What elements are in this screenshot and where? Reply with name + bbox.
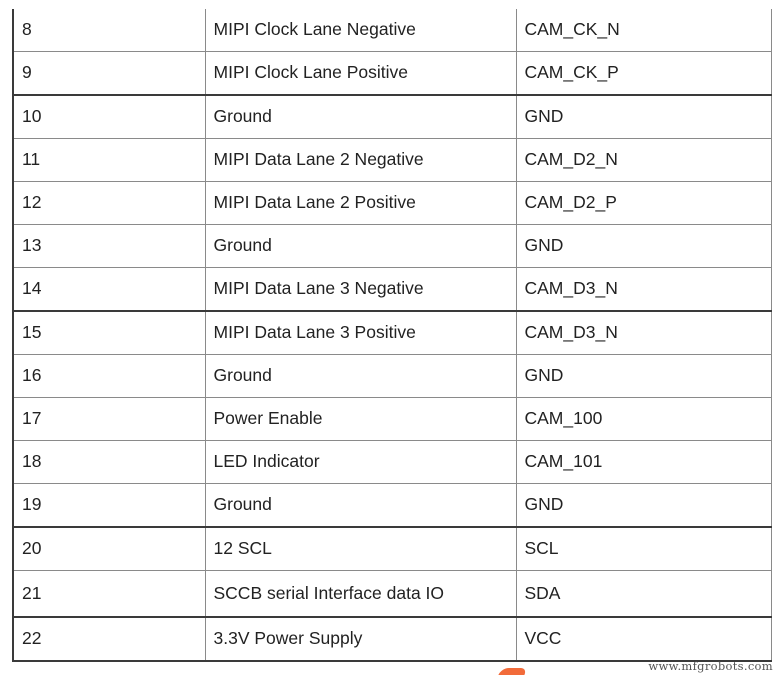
signal-cell: CAM_100 xyxy=(516,398,771,441)
description-cell: Ground xyxy=(205,355,516,398)
watermark-text: www.mfgrobots.com xyxy=(648,659,773,673)
description-cell: MIPI Data Lane 2 Negative xyxy=(205,139,516,182)
signal-cell: CAM_D3_N xyxy=(516,268,771,312)
table-row xyxy=(13,9,771,52)
pin-number-cell: 18 xyxy=(13,441,205,484)
description-cell: MIPI Clock Lane Negative xyxy=(205,9,516,52)
description-cell: Power Enable xyxy=(205,398,516,441)
table-row xyxy=(13,268,771,312)
orange-logo-fragment xyxy=(498,668,527,675)
signal-cell: VCC xyxy=(516,617,771,661)
description-cell: MIPI Clock Lane Positive xyxy=(205,52,516,96)
signal-cell: GND xyxy=(516,95,771,139)
table-row xyxy=(13,139,771,182)
pin-number-cell: 8 xyxy=(13,9,205,52)
description-cell: LED Indicator xyxy=(205,441,516,484)
pin-number-cell: 14 xyxy=(13,268,205,312)
description-cell: Ground xyxy=(205,95,516,139)
pin-number-cell: 15 xyxy=(13,311,205,355)
signal-cell: GND xyxy=(516,355,771,398)
signal-cell: CAM_D2_P xyxy=(516,182,771,225)
description-cell: MIPI Data Lane 2 Positive xyxy=(205,182,516,225)
table-row xyxy=(13,398,771,441)
description-cell: MIPI Data Lane 3 Positive xyxy=(205,311,516,355)
signal-cell: CAM_CK_P xyxy=(516,52,771,96)
description-cell: Ground xyxy=(205,225,516,268)
table-row xyxy=(13,527,771,571)
pin-number-cell: 19 xyxy=(13,484,205,528)
table-row xyxy=(13,311,771,355)
table-row xyxy=(13,225,771,268)
pin-number-cell: 20 xyxy=(13,527,205,571)
table-row xyxy=(13,95,771,139)
description-cell: MIPI Data Lane 3 Negative xyxy=(205,268,516,312)
description-cell: Ground xyxy=(205,484,516,528)
signal-cell: CAM_D3_N xyxy=(516,311,771,355)
description-cell: 3.3V Power Supply xyxy=(205,617,516,661)
signal-cell: SDA xyxy=(516,571,771,618)
table-row xyxy=(13,182,771,225)
table-row xyxy=(13,617,771,661)
table-row xyxy=(13,441,771,484)
description-cell: SCCB serial Interface data IO xyxy=(205,571,516,618)
pin-number-cell: 12 xyxy=(13,182,205,225)
table-row xyxy=(13,355,771,398)
pin-number-cell: 9 xyxy=(13,52,205,96)
table-row xyxy=(13,484,771,528)
pin-number-cell: 16 xyxy=(13,355,205,398)
description-cell: 12 SCL xyxy=(205,527,516,571)
table-row xyxy=(13,52,771,96)
table-row xyxy=(13,571,771,618)
pin-number-cell: 10 xyxy=(13,95,205,139)
pin-number-cell: 17 xyxy=(13,398,205,441)
pin-table xyxy=(12,9,772,662)
signal-cell: CAM_D2_N xyxy=(516,139,771,182)
signal-cell: GND xyxy=(516,484,771,528)
pin-number-cell: 13 xyxy=(13,225,205,268)
signal-cell: CAM_101 xyxy=(516,441,771,484)
pin-number-cell: 22 xyxy=(13,617,205,661)
pin-number-cell: 11 xyxy=(13,139,205,182)
signal-cell: CAM_CK_N xyxy=(516,9,771,52)
signal-cell: SCL xyxy=(516,527,771,571)
signal-cell: GND xyxy=(516,225,771,268)
pin-number-cell: 21 xyxy=(13,571,205,618)
